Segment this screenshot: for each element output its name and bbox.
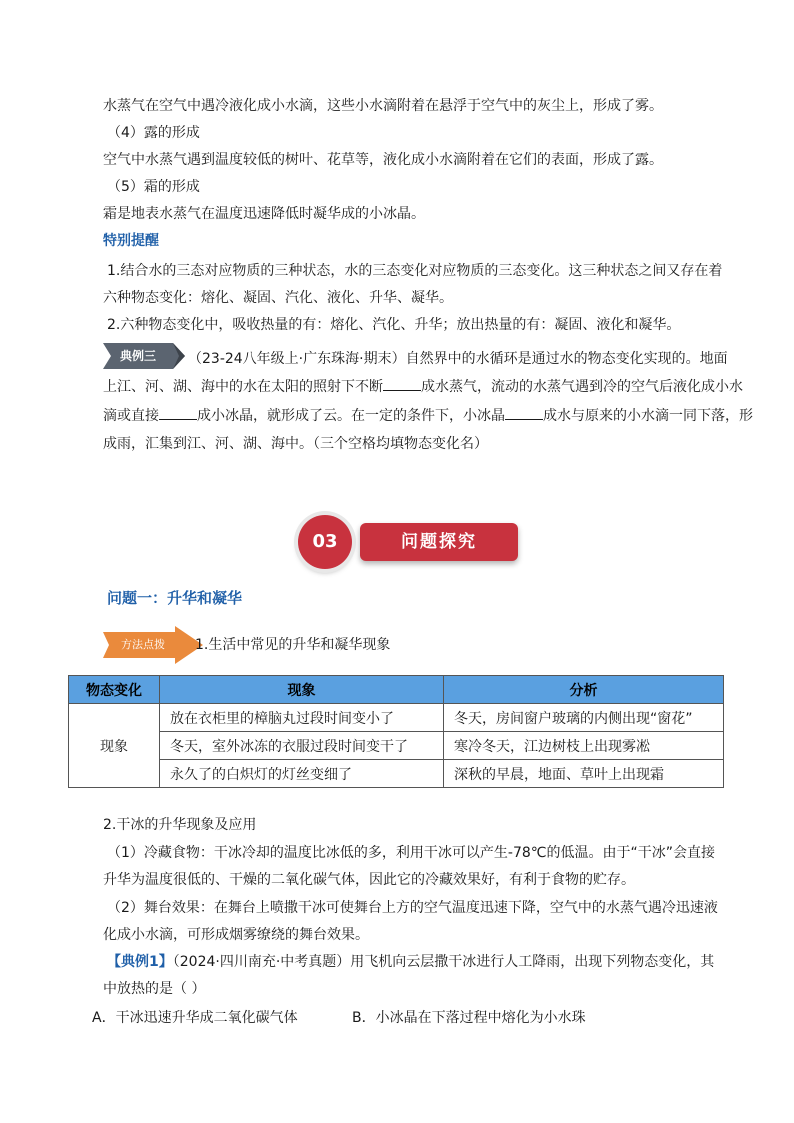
- answer-blank-1[interactable]: [383, 376, 421, 391]
- fog-text: 水蒸气在空气中遇冷液化成小水滴，这些小水滴附着在悬浮于空气中的灰尘上，形成了雾。: [103, 98, 663, 114]
- example3-line2: 上江、河、湖、海中的水在太阳的照射下不断 成水蒸气，流动的水蒸气遇到冷的空气后液化成小水: [103, 376, 743, 397]
- method-text: 1.生活中常见的升华和凝华现象: [195, 637, 391, 653]
- dew-text: 空气中水蒸气遇到温度较低的树叶、花草等，液化成小水滴附着在它们的表面，形成了露。: [103, 152, 663, 168]
- table-cell: 冬天，室外冰冻的衣服过段时间变干了: [160, 732, 444, 760]
- table-cell: 永久了的白炽灯的灯丝变细了: [160, 760, 444, 788]
- table-cell: 深秋的早晨，地面、草叶上出现霜: [444, 760, 724, 788]
- example3-line4: 成雨，汇集到江、河、湖、海中。（三个空格均填物态变化名）: [103, 436, 488, 452]
- section-number-badge: 03: [298, 515, 352, 569]
- option-a[interactable]: A．干冰迅速升华成二氧化碳气体: [92, 1010, 298, 1026]
- table-header-row: [69, 676, 724, 704]
- section-title-banner: 问题探究: [360, 523, 518, 561]
- dew-heading: （4）露的形成: [107, 125, 200, 141]
- row-label: 现象: [69, 704, 160, 788]
- header-state-change: 物态变化: [69, 676, 160, 704]
- question1-title: 问题一：升华和凝华: [107, 589, 243, 607]
- table-row: [69, 704, 724, 732]
- reminder-title: 特别提醒: [103, 233, 159, 249]
- method-tag: [103, 626, 203, 664]
- example3-tag: [103, 343, 185, 369]
- reminder-p2: 2.六种物态变化中，吸收热量的有：熔化、汽化、升华；放出热量的有：凝固、液化和凝华。: [107, 317, 681, 333]
- dry-ice-p2-line1: （2）舞台效果：在舞台上喷撒干冰可使舞台上方的空气温度迅速下降，空气中的水蒸气遇冷迅速液: [107, 900, 718, 916]
- table-row: [69, 760, 724, 788]
- example1-label: 【典例1】: [107, 954, 173, 970]
- example3-tag-label: 典例三: [119, 349, 156, 363]
- reminder-p1-line2: 六种物态变化：熔化、凝固、汽化、液化、升华、凝华。: [103, 290, 453, 306]
- dry-ice-p1-line2: 升华为温度很低的、干燥的二氧化碳气体，因此它的冷藏效果好，有利于食物的贮存。: [103, 872, 635, 888]
- reminder-p1-line1: 1.结合水的三态对应物质的三种状态，水的三态变化对应物质的三态变化。这三种状态之间又存在着: [107, 263, 723, 279]
- example3-line3: 滴或直接 成小冰晶，就形成了云。在一定的条件下，小冰晶 成水与原来的小水滴一同下落，形: [103, 405, 753, 426]
- dry-ice-title: 2.干冰的升华现象及应用: [103, 817, 257, 833]
- example3-line1: （23-24八年级上·广东珠海·期末）自然界中的水循环是通过水的物态变化实现的。地面: [188, 351, 728, 367]
- dry-ice-p1-line1: （1）冷藏食物：干冰冷却的温度比冰低的多，利用干冰可以产生-78℃的低温。由于“干冰”会直接: [107, 845, 715, 861]
- dry-ice-p2-line2: 化成小水滴，可形成烟雾缭绕的舞台效果。: [103, 927, 369, 943]
- example1-line1: 【典例1】（2024·四川南充·中考真题）用飞机向云层撒干冰进行人工降雨，出现下列物态变化，其: [107, 954, 715, 970]
- frost-text: 霜是地表水蒸气在温度迅速降低时凝华成的小冰晶。: [103, 206, 425, 222]
- answer-blank-3[interactable]: [505, 405, 543, 420]
- table-cell: 寒冷冬天，江边树枝上出现雾凇: [444, 732, 724, 760]
- phenomena-table: [68, 675, 724, 788]
- table-cell: 冬天，房间窗户玻璃的内侧出现“窗花”: [444, 704, 724, 732]
- header-phenomenon: 现象: [160, 676, 444, 704]
- table-cell: 放在衣柜里的樟脑丸过段时间变小了: [160, 704, 444, 732]
- frost-heading: （5）霜的形成: [107, 179, 200, 195]
- header-analysis: 分析: [444, 676, 724, 704]
- option-b[interactable]: B．小冰晶在下落过程中熔化为小水珠: [352, 1010, 586, 1026]
- answer-blank-2[interactable]: [159, 405, 197, 420]
- table-row: [69, 732, 724, 760]
- example1-line2: 中放热的是（ ）: [103, 981, 206, 997]
- method-tag-label: 方法点拨: [121, 638, 165, 651]
